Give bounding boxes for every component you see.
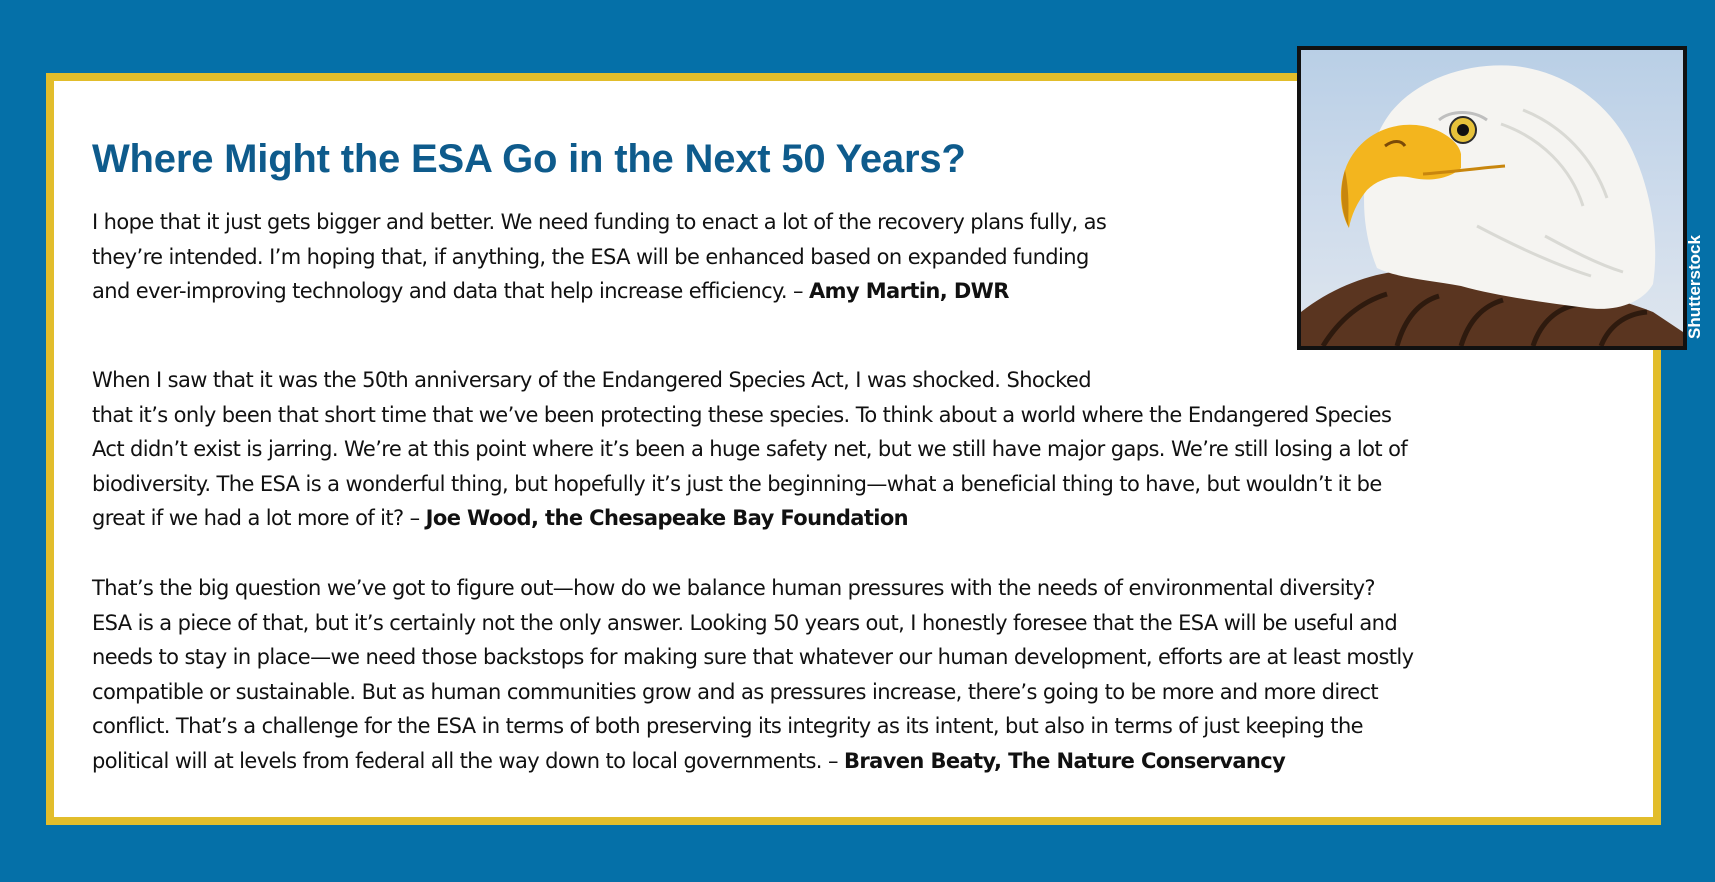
quote-attribution: Amy Martin, DWR	[809, 279, 1009, 304]
quote-amy-martin	[92, 205, 1106, 309]
quote-braven-beaty	[92, 571, 1413, 779]
quote-line: I hope that it just gets bigger and better. We need funding to enact a lot of the recovery plans fully, as	[92, 210, 1107, 234]
bald-eagle-illustration	[1301, 50, 1683, 346]
quote-line: That’s the big question we’ve got to figure out—how do we balance human pressures with the needs of environmental diversity?	[92, 576, 1375, 600]
quote-line: great if we had a lot more of it? –	[92, 506, 426, 531]
eagle-pupil	[1457, 124, 1469, 136]
photo-credit-text: Shutterstock	[1685, 235, 1705, 339]
quote-line: ESA is a piece of that, but it’s certainly not the only answer. Looking 50 years out, I honestly foresee that the ESA will be useful and	[92, 610, 1398, 635]
quote-line: Act didn’t exist is jarring. We’re at this point where it’s been a huge safety net, but we still have major gaps. We’re still losing a lot of	[92, 437, 1408, 462]
page-title: Where Might the ESA Go in the Next 50 Years?	[92, 137, 966, 181]
quote-line: conflict. That’s a challenge for the ESA in terms of both preserving its integrity as its intent, but also in terms of just keeping the	[92, 714, 1363, 739]
quote-line: biodiversity. The ESA is a wonderful thing, but hopefully it’s just the beginning—what a beneficial thing to have, but wouldn’t it be	[92, 471, 1382, 496]
photo-credit	[1683, 232, 1707, 342]
quote-line: political will at levels from federal all the way down to local governments. –	[92, 748, 844, 773]
quote-line: needs to stay in place—we need those backstops for making sure that whatever our human development, efforts are at least mostly	[92, 645, 1414, 670]
quote-line: that it’s only been that short time that we’ve been protecting these species. To think about a world where the Endangered Species	[92, 402, 1392, 427]
quote-attribution: Joe Wood, the Chesapeake Bay Foundation	[425, 506, 909, 531]
quote-joe-wood	[92, 363, 1407, 536]
quote-line: When I saw that it was the 50th anniversary of the Endangered Species Act, I was shocked. Shocked	[92, 368, 1091, 392]
quote-attribution: Braven Beaty, The Nature Conservancy	[843, 748, 1286, 773]
quote-line: they’re intended. I’m hoping that, if anything, the ESA will be enhanced based on expanded funding	[92, 244, 1089, 269]
quote-line: compatible or sustainable. But as human communities grow and as pressures increase, there’s going to be more and more direct	[92, 679, 1379, 704]
bald-eagle-photo	[1297, 46, 1687, 350]
eagle-head	[1364, 65, 1655, 308]
quote-line: and ever-improving technology and data that help increase efficiency. –	[92, 279, 810, 304]
